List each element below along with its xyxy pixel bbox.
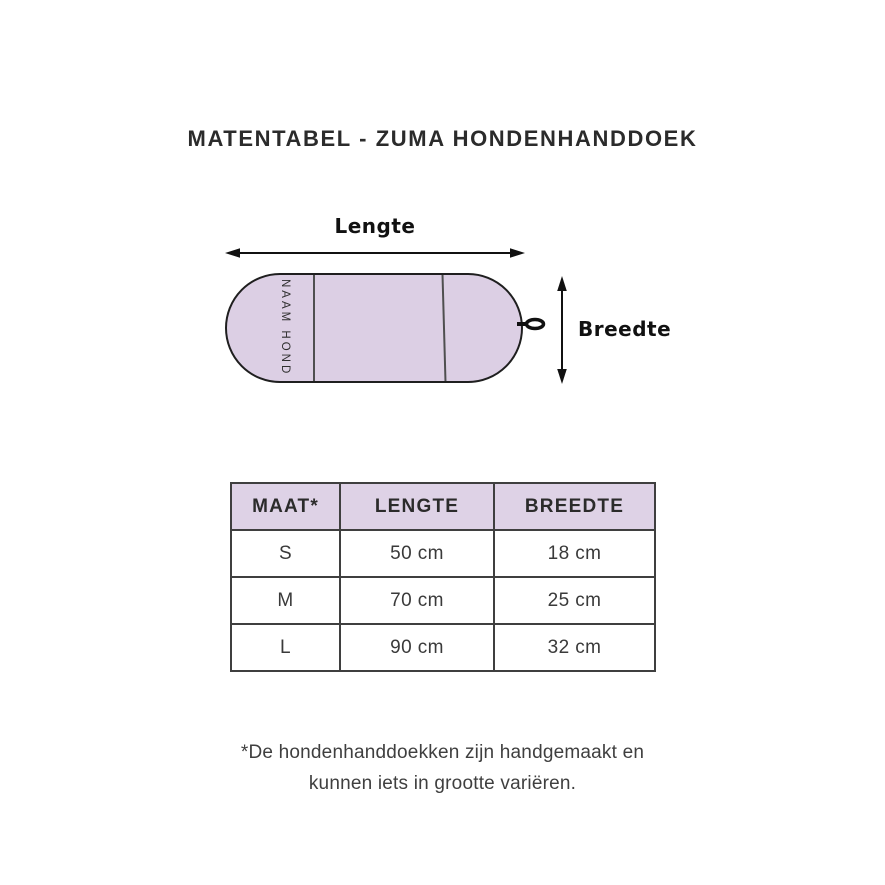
hanging-loop-icon	[517, 314, 547, 334]
size-table	[230, 482, 656, 672]
table-row	[231, 530, 655, 577]
table-row	[231, 624, 655, 671]
table-header-breedte: BREEDTE	[494, 483, 655, 530]
footnote	[0, 737, 885, 799]
vertical-arrow-icon	[554, 276, 570, 384]
width-cell: 32 cm	[494, 624, 655, 671]
towel-diagram	[225, 273, 523, 383]
length-cell: 50 cm	[340, 530, 494, 577]
table-header-row	[231, 483, 655, 530]
footnote-line: kunnen iets in grootte variëren.	[308, 773, 577, 794]
page-title: MATENTABEL - ZUMA HONDENHANDDOEK	[187, 126, 698, 151]
width-cell: 25 cm	[494, 577, 655, 624]
table-header-lengte: LENGTE	[340, 483, 494, 530]
size-cell: M	[231, 577, 340, 624]
length-cell: 90 cm	[340, 624, 494, 671]
length-dimension-label: Lengte	[334, 214, 416, 238]
towel-name-placeholder: NAAM HOND	[279, 279, 291, 377]
towel-seam-line	[313, 275, 315, 381]
horizontal-arrow-icon	[225, 245, 525, 261]
table-header-maat: MAAT*	[231, 483, 340, 530]
size-cell: S	[231, 530, 340, 577]
size-cell: L	[231, 624, 340, 671]
length-cell: 70 cm	[340, 577, 494, 624]
towel-seam-line	[442, 275, 446, 381]
table-row	[231, 577, 655, 624]
width-dimension-label: Breedte	[578, 317, 672, 341]
width-cell: 18 cm	[494, 530, 655, 577]
footnote-line: *De hondenhanddoekken zijn handgemaakt en	[240, 742, 645, 763]
